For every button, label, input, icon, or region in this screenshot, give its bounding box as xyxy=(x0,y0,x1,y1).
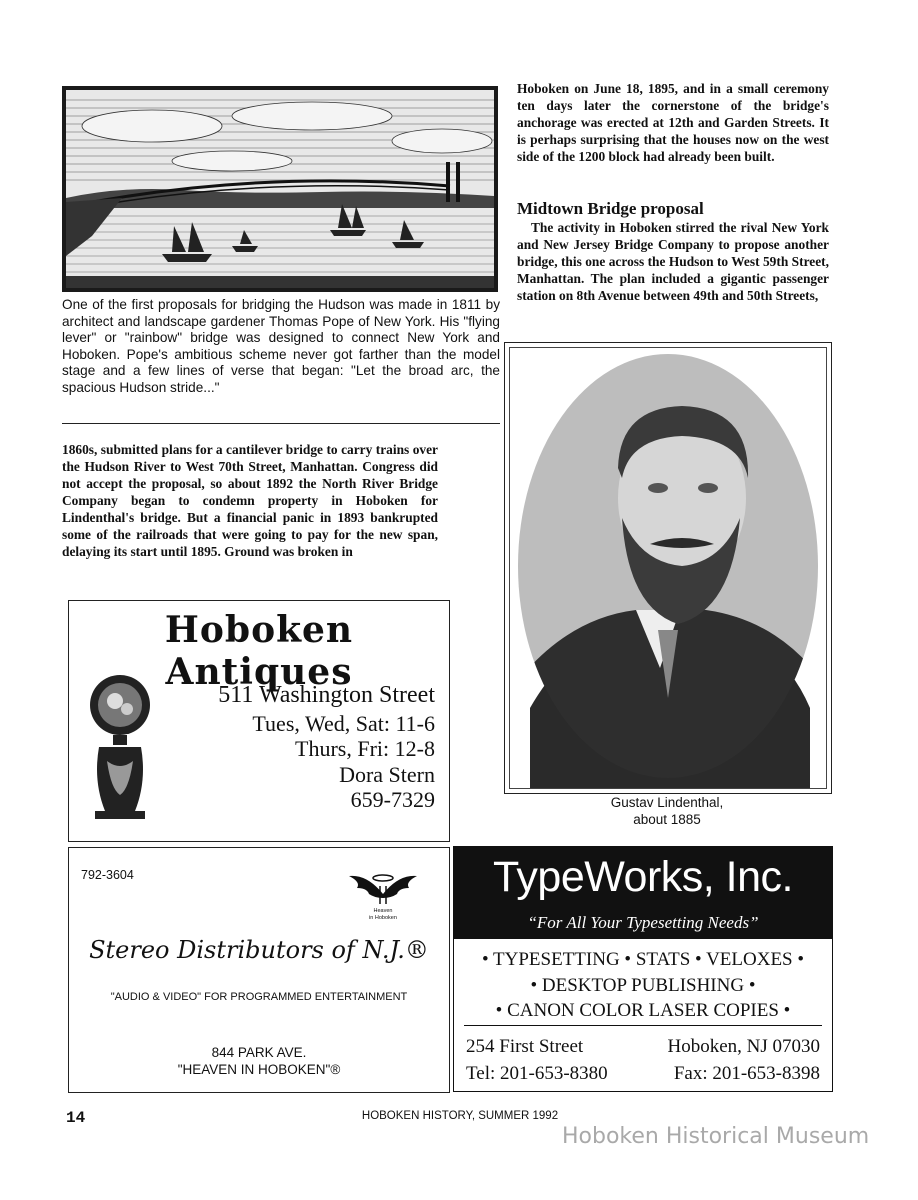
caption-divider xyxy=(62,423,500,424)
engraving-drawing xyxy=(62,86,498,292)
typeworks-tel: Tel: 201-653-8380 xyxy=(466,1063,608,1084)
stereo-address-line1: 844 PARK AVE. xyxy=(211,1045,307,1060)
stereo-logo-caption-line2: in Hoboken xyxy=(369,915,397,921)
typeworks-banner xyxy=(454,847,832,939)
ad-hoboken-antiques xyxy=(68,600,450,842)
ad-typeworks xyxy=(453,846,833,1092)
typeworks-contact xyxy=(466,1033,820,1087)
publication-footer: HOBOKEN HISTORY, SUMMER 1992 xyxy=(361,1110,559,1122)
typeworks-services-line3: • CANON COLOR LASER COPIES • xyxy=(495,1000,791,1021)
antiques-hours-1: Tues, Wed, Sat: 11-6 xyxy=(252,710,435,736)
typeworks-fax: Fax: 201-653-8398 xyxy=(673,1063,820,1084)
ad-stereo-distributors xyxy=(68,847,450,1093)
typeworks-divider xyxy=(464,1025,822,1026)
portrait-photo xyxy=(510,348,826,788)
portrait-frame xyxy=(504,342,832,794)
stereo-tagline: "AUDIO & VIDEO" FOR PROGRAMMED ENTERTAINMENT xyxy=(110,991,408,1003)
stereo-address-line2: "HEAVEN IN HOBOKEN"® xyxy=(177,1062,341,1077)
stereo-title: Stereo Distributors of N.J.® xyxy=(89,936,429,964)
antiques-address: 511 Washington Street xyxy=(218,682,435,708)
typeworks-services-line2: • DESKTOP PUBLISHING • xyxy=(530,974,756,996)
portrait-caption-date: about 1885 xyxy=(633,812,701,827)
typeworks-services-line1: • TYPESETTING • STATS • VELOXES • xyxy=(481,949,805,970)
portrait-caption-name: Gustav Lindenthal, xyxy=(610,795,724,810)
typeworks-services xyxy=(454,947,832,1024)
stereo-logo-caption-line1: Heaven xyxy=(373,908,393,914)
portrait-inner-border xyxy=(509,347,827,789)
typeworks-city: Hoboken, NJ 07030 xyxy=(667,1036,820,1057)
section-heading: Midtown Bridge proposal xyxy=(517,199,704,218)
typeworks-name: TypeWorks, Inc. xyxy=(493,853,793,901)
typeworks-street: 254 First Street xyxy=(466,1036,584,1057)
left-column-text xyxy=(62,441,438,560)
stereo-address xyxy=(69,1044,449,1078)
stereo-logo-caption xyxy=(347,908,419,922)
antiques-contact: Dora Stern xyxy=(339,761,435,787)
antiques-details xyxy=(218,683,435,813)
typeworks-phone-row xyxy=(466,1060,820,1087)
right-column-text-top xyxy=(517,80,829,165)
antiques-phone: 659-7329 xyxy=(350,787,435,812)
antique-lamp-icon xyxy=(85,671,155,821)
right-column-text-bottom xyxy=(517,219,829,304)
engraving-caption: One of the first proposals for bridging the Hudson was made in 1811 by architect and landscape gardener Thomas Pope of New York. His "flying lever" or "rainbow" bridge was designed to connect New York and Hoboken. Pope's ambitious scheme never got farther than the model stage and a few lines of verse that began: "Let the broad arc, the spacious Hudson stride..." xyxy=(62,297,500,395)
right-column-paragraph-top: Hoboken on June 18, 1895, and in a small ceremony ten days later the cornerstone of the bridge's anchorage was erected at 12th and Garden Streets. It is perhaps surprising that the houses now on the west side of the 1200 block had already been built. xyxy=(517,81,829,164)
antiques-title: Hoboken Antiques xyxy=(164,609,354,693)
right-column-paragraph-bottom: The activity in Hoboken stirred the rival New York and New Jersey Bridge Company to propose another bridge, this one across the Hudson to West 59th Street, Manhattan. The plan included a gigantic passenger station on 8th Avenue between 49th and 50th Streets, xyxy=(517,220,829,303)
antiques-hours-2: Thurs, Fri: 12-8 xyxy=(295,736,435,761)
portrait-caption xyxy=(504,794,830,828)
typeworks-slogan: “For All Your Typesetting Needs” xyxy=(527,913,759,932)
typeworks-address-row xyxy=(466,1033,820,1060)
stereo-phone: 792-3604 xyxy=(81,868,134,882)
museum-watermark: Hoboken Historical Museum xyxy=(562,1124,870,1149)
bridge-engraving-illustration xyxy=(62,86,498,292)
page-number: 14 xyxy=(66,1109,86,1127)
left-column-paragraph: 1860s, submitted plans for a cantilever bridge to carry trains over the Hudson River to West 70th Street, Manhattan. Congress did not accept the proposal, so about 1892 the North River Bridge Company began to condemn property in Hoboken for Lindenthal's bridge. But a financial panic in 1893 bankrupted some of the railroads that were going to pay for the new span, delaying its start until 1895. Ground was broken in xyxy=(62,442,438,559)
